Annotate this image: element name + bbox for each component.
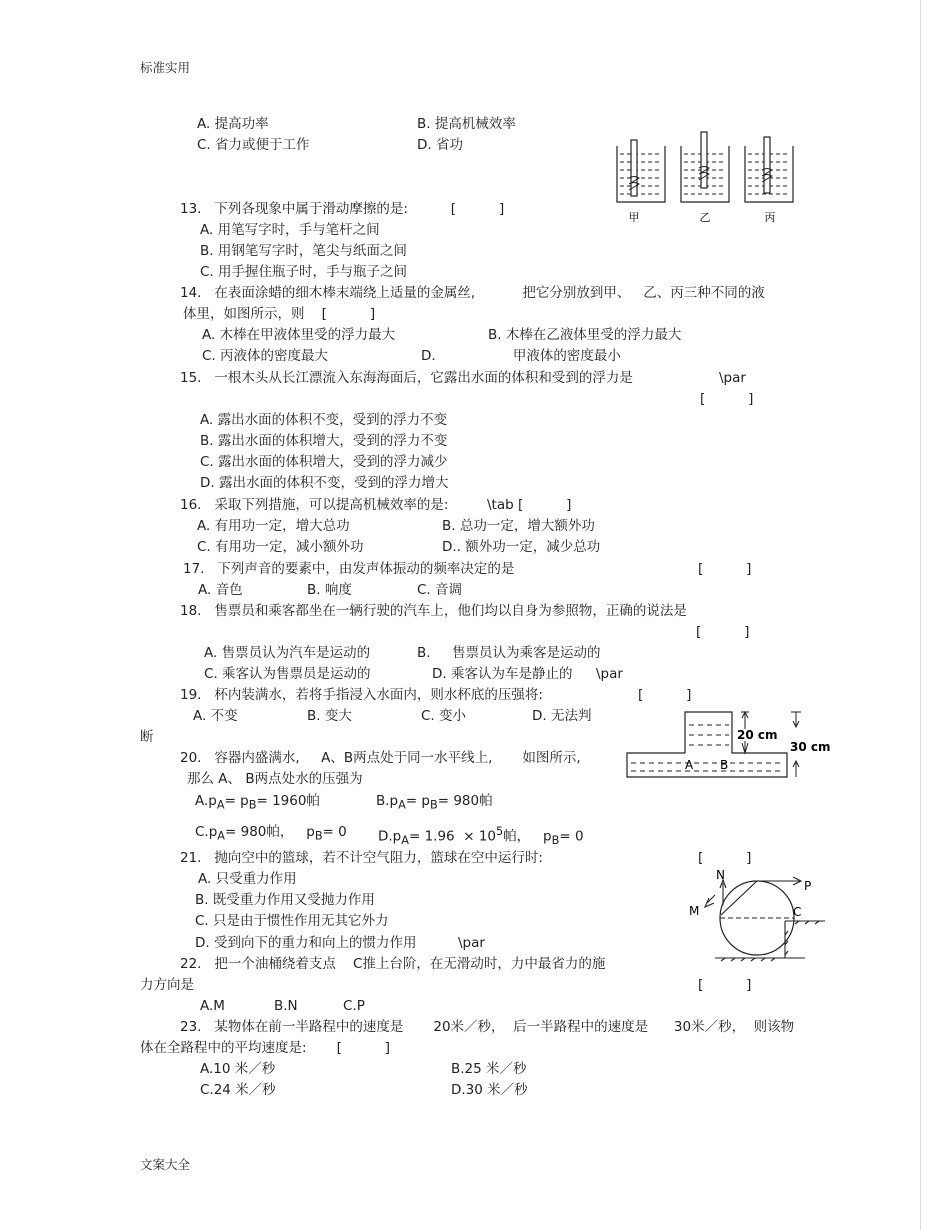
option-text: D.30 米／秒 (451, 1082, 528, 1098)
question-16: 16. 采取下列措施，可以提高机械效率的是: \tab [ ] (180, 497, 572, 513)
question-20: 20. 容器内盛满水, A、B两点处于同一水平线上, 如图所示, (180, 750, 581, 766)
option-text: A. 提高功率 (197, 116, 269, 132)
answer-bracket: [ ] (698, 561, 752, 577)
tube-label: 丙 (764, 211, 776, 224)
option-text: B. 既受重力作用又受抛力作用 (195, 892, 375, 908)
answer-bracket: [ ] (698, 850, 752, 866)
option-a-20: $A.p_A= p_B= 1960$帕 (195, 793, 320, 812)
question-21: 21. 抛向空中的篮球，若不计空气阻力，篮球在空中运行时: (180, 850, 543, 866)
option-text: A. 售票员认为汽车是运动的 (204, 645, 371, 661)
question-17: 17. 下列声音的要素中，由发声体振动的频率决定的是 (183, 561, 515, 577)
option-text: C. 乘客认为售票员是运动的 (204, 666, 371, 682)
tubes-figure (612, 128, 802, 228)
option-text: A. 木棒在甲液体里受的浮力最大 (202, 327, 396, 343)
option-text: B. 总功一定，增大额外功 (442, 518, 595, 534)
tube-label: 乙 (699, 211, 711, 224)
option-text: A.M (200, 998, 225, 1014)
question-22: 22. 把一个油桶绕着支点 C推上台阶，在无滑动时，力中最省力的施 (180, 956, 606, 972)
option-text: D. 露出水面的体积不变，受到的浮力增大 (200, 475, 449, 491)
option-text: A. 只受重力作用 (198, 871, 297, 887)
option-text: B.25 米／秒 (451, 1061, 527, 1077)
page-footer: 文案大全 (140, 1157, 191, 1172)
question-23: 23. 某物体在前一半路程中的速度是 20米／秒， 后一半路程中的速度是 30米／秒， 则该物 (180, 1019, 795, 1035)
option-text: C. 丙液体的密度最大 (202, 348, 329, 364)
par-mark: \par (719, 370, 746, 386)
option-text: D. 甲液体的密度最小 (421, 348, 621, 364)
question-15: 15. 一根木头从长江漂流入东海海面后，它露出水面的体积和受到的浮力是 (180, 370, 633, 386)
question-23-cont: 体在全路程中的平均速度是: [ ] (140, 1040, 391, 1056)
option-text: A. 有用功一定，增大总功 (197, 518, 350, 534)
barrel-figure (685, 863, 835, 963)
par-mark: \par (596, 666, 623, 682)
force-m-label: M (689, 904, 700, 918)
option-text: C. 有用功一定，减小额外功 (197, 539, 364, 555)
option-text: A. 用笔写字时，手与笔杆之间 (200, 222, 380, 238)
page-header: 标准实用 (140, 60, 191, 75)
answer-bracket: [ ] (638, 687, 692, 703)
tube-label: 甲 (628, 211, 640, 224)
question-20-cont: 那么 A、 B两点处水的压强为 (187, 771, 363, 787)
option-text: C. 只是由于惯性作用无其它外力 (195, 913, 389, 929)
container-figure (625, 705, 835, 785)
option-text: B. 用钢笔写字时，笔尖与纸面之间 (200, 243, 407, 259)
question-19: 19. 杯内装满水，若将手指浸入水面内，则水杯底的压强将: (180, 687, 543, 703)
option-text: C. 省力或便于工作 (197, 137, 310, 153)
option-text: B. 露出水面的体积增大，受到的浮力不变 (200, 433, 448, 449)
option-b-20: $B.p_A= p_B= 980$帕 (376, 793, 493, 812)
option-text: C.24 米／秒 (200, 1082, 276, 1098)
height-label-20: 20 cm (737, 728, 778, 742)
option-text: D. 无法判 (532, 708, 592, 724)
answer-bracket: [ ] (698, 977, 752, 993)
point-a-label: A (685, 758, 694, 772)
question-22-cont: 力方向是 (140, 977, 194, 993)
question-18: 18. 售票员和乘客都坐在一辆行驶的汽车上，他们均以自身为参照物，正确的说法是 (180, 603, 687, 619)
option-text: D. 省功 (417, 137, 463, 153)
option-text: B. 提高机械效率 (417, 116, 516, 132)
pivot-c-label: C (793, 905, 802, 919)
option-text: B. 变大 (307, 708, 352, 724)
answer-bracket: [ ] (696, 624, 750, 640)
option-text: B. 木棒在乙液体里受的浮力最大 (488, 327, 682, 343)
option-text: C. 用手握住瓶子时，手与瓶子之间 (200, 264, 408, 280)
question-14-cont: 体里，如图所示，则 [ ] (183, 306, 376, 322)
option-text: D. 乘客认为车是静止的 (432, 666, 573, 682)
option-text: C. 变小 (421, 708, 467, 724)
option-text: A. 露出水面的体积不变，受到的浮力不变 (200, 412, 448, 428)
option-text: B.N (274, 998, 298, 1014)
option-text: C. 露出水面的体积增大，受到的浮力减少 (200, 454, 448, 470)
option-text: A.10 米／秒 (200, 1061, 276, 1077)
answer-bracket: [ ] (700, 391, 754, 407)
option-text-wrap: 断 (140, 729, 154, 745)
option-text: A. 音色 (198, 582, 243, 598)
option-c-20: $C.p_A= 980$帕， $p_B= 0$ (195, 824, 347, 843)
option-text: B. 响度 (307, 582, 352, 598)
par-mark: \par (458, 935, 485, 951)
page-edge (920, 0, 921, 1230)
option-text: C.P (343, 998, 365, 1014)
option-text: D.. 额外功一定，减少总功 (442, 539, 601, 555)
height-label-30: 30 cm (790, 740, 831, 754)
option-d-20: $D.p_A= 1.96 \times 10^5$帕， $p_B= 0$ (378, 825, 584, 848)
question-14: 14. 在表面涂蜡的细木棒末端绕上适量的金属丝, 把它分别放到甲、 乙、丙三种不同的液 (180, 285, 765, 301)
option-text: C. 音调 (417, 582, 463, 598)
force-p-label: P (804, 879, 812, 893)
question-13: 13. 下列各现象中属于滑动摩擦的是: [ ] (180, 201, 505, 217)
option-text: D. 受到向下的重力和向上的惯力作用 (195, 935, 417, 951)
option-text: B. 售票员认为乘客是运动的 (417, 645, 601, 661)
point-b-label: B (720, 758, 729, 772)
force-n-label: N (716, 868, 725, 882)
option-text: A. 不变 (193, 708, 238, 724)
